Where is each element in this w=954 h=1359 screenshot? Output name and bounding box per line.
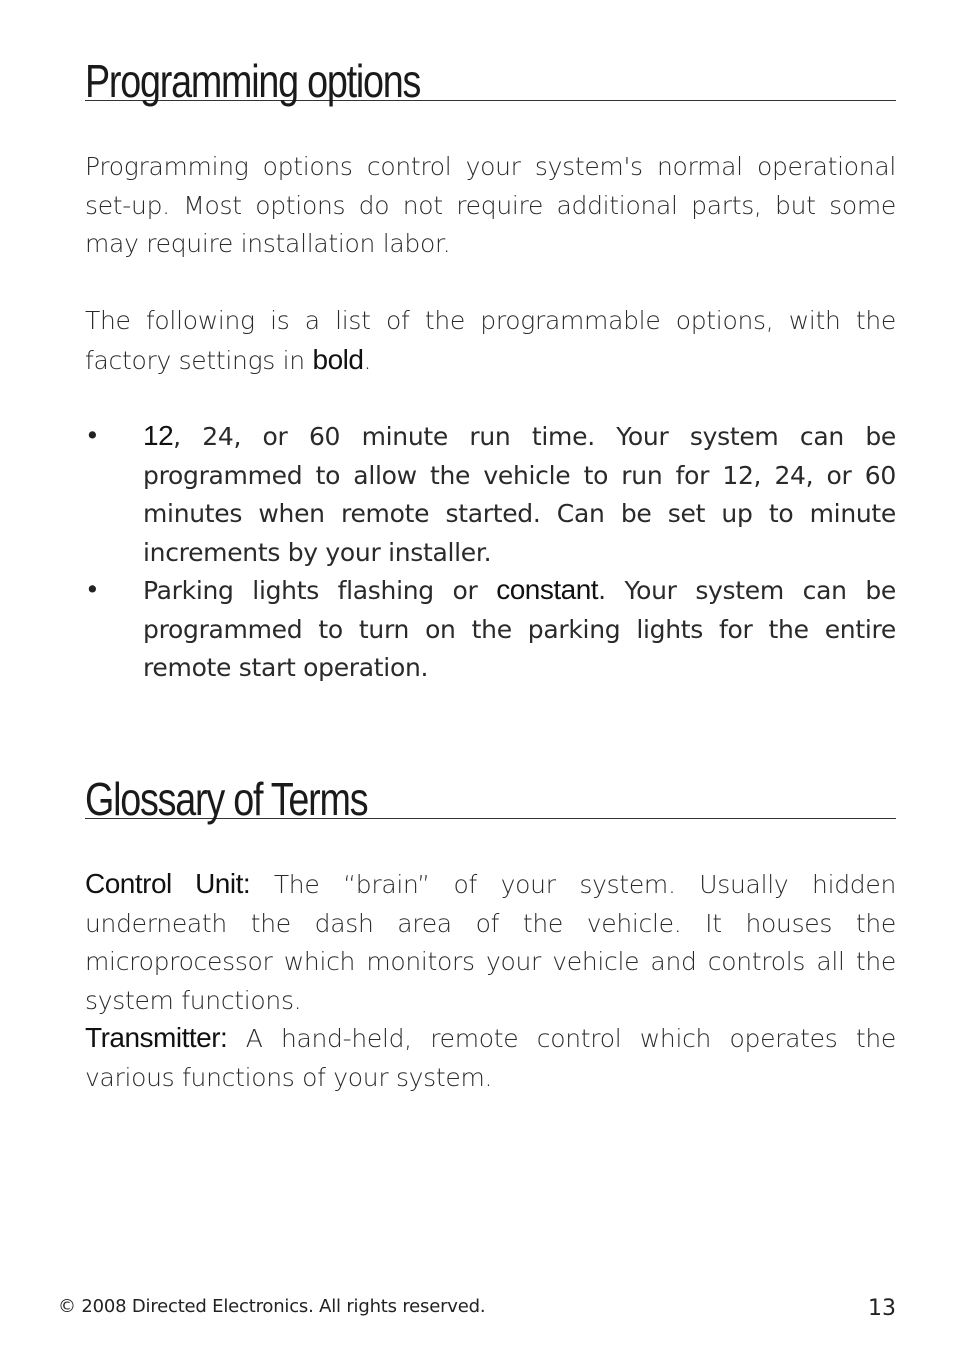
glossary-heading-block	[85, 773, 896, 825]
glossary-title: Glossary of Terms	[85, 773, 368, 825]
list-intro-bold: bold	[312, 343, 364, 375]
option-item	[85, 417, 896, 567]
option-default: constant	[496, 574, 599, 605]
glossary-entry	[85, 1019, 896, 1097]
footer-copyright: © 2008 Directed Electronics. All rights reserved.	[58, 1296, 486, 1317]
glossary-definition: A hand-held, remote control which operates the various functions of your system.	[85, 1024, 896, 1092]
programming-heading-block	[85, 55, 896, 107]
option-text	[143, 417, 896, 572]
glossary-term: Transmitter:	[85, 1022, 228, 1053]
page-number: 13	[868, 1296, 896, 1321]
option-description: , 24, or 60 minute run time. Your system can be programmed to allow the vehicle to run for 12, 24, or 60 minutes when remote started. Can be set up to minute increments by your installer.	[143, 422, 896, 567]
bullet-icon: •	[85, 575, 100, 604]
glossary-definition: The “brain” of your system. Usually hidden underneath the dash area of the vehicle. It houses the microprocessor which monitors your vehicle and controls all the system functions.	[85, 870, 896, 1015]
option-description: . Your system can be programmed to turn on the parking lights for the entire remote start operation.	[143, 576, 896, 682]
option-default: 12	[143, 420, 174, 451]
glossary-entry	[85, 865, 896, 1020]
programming-intro: Programming options control your system's normal operational set-up. Most options do not require additional parts, but some may require installation labor.	[85, 152, 896, 258]
bullet-icon: •	[85, 421, 100, 450]
list-intro-text: The following is a list of the programmable options, with the factory settings in	[85, 306, 896, 375]
programming-title: Programming options	[85, 55, 421, 107]
option-text	[143, 571, 896, 688]
programming-list-intro	[85, 302, 896, 380]
list-intro-period: .	[363, 345, 372, 375]
option-item	[85, 571, 896, 691]
glossary-term: Control Unit:	[85, 868, 251, 899]
option-lead: Parking lights flashing or	[143, 576, 497, 605]
